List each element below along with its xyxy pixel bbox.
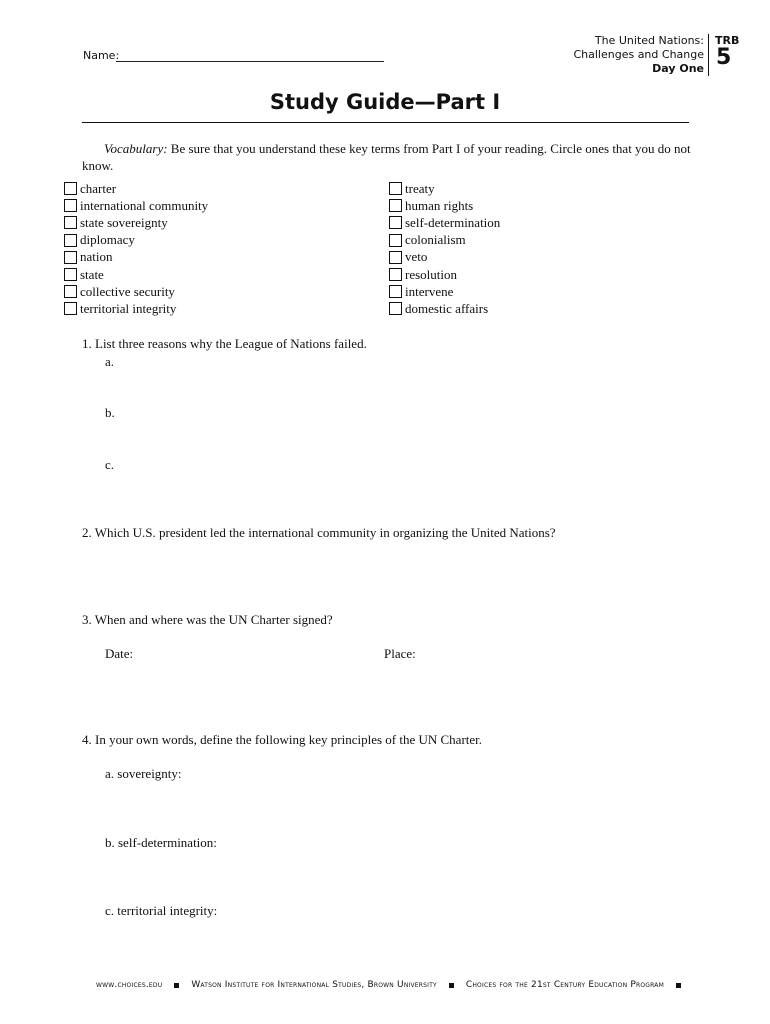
vocab-term: charter — [80, 180, 117, 196]
day-label: Day One — [652, 62, 704, 75]
question-4-b: b. self-determination: — [105, 835, 217, 850]
series-header — [573, 34, 704, 76]
checkbox[interactable] — [389, 251, 402, 264]
checkbox[interactable] — [389, 199, 402, 212]
question-4: 4. In your own words, define the following key principles of the UN Charter. — [82, 732, 483, 747]
footer-square-icon — [449, 983, 454, 988]
vocab-item — [64, 232, 208, 249]
question-1-c: c. — [105, 457, 115, 472]
checkbox[interactable] — [389, 268, 402, 281]
vocab-item — [64, 300, 208, 317]
checkbox[interactable] — [64, 285, 77, 298]
trb-label: TRB — [715, 34, 740, 47]
checkbox[interactable] — [389, 182, 402, 195]
footer-website: www.choices.edu — [96, 980, 163, 990]
question-4-c: c. territorial integrity: — [105, 903, 218, 918]
checkbox[interactable] — [389, 302, 402, 315]
footer-institute: Watson Institute for International Studies, Brown University — [191, 980, 437, 990]
question-3-date: Date: — [105, 646, 134, 661]
question-4-a: a. sovereignty: — [105, 766, 182, 781]
vocabulary-lead: Vocabulary: — [104, 141, 168, 156]
vocab-term: human rights — [405, 197, 474, 213]
checkbox[interactable] — [64, 199, 77, 212]
trb-number: 5 — [716, 45, 732, 70]
checkbox[interactable] — [389, 216, 402, 229]
checkbox[interactable] — [64, 182, 77, 195]
question-1-b: b. — [105, 405, 115, 420]
header-divider — [708, 34, 709, 76]
checkbox[interactable] — [64, 302, 77, 315]
vocab-term: state — [80, 266, 104, 282]
vocab-item — [64, 180, 208, 197]
vocab-item — [64, 214, 208, 231]
name-line[interactable] — [116, 61, 384, 62]
series-title-line1: The United Nations: — [594, 34, 704, 47]
checkbox[interactable] — [64, 216, 77, 229]
vocab-item — [389, 197, 500, 214]
vocab-item — [389, 300, 500, 317]
footer-square-icon — [676, 983, 681, 988]
vocabulary-instructions-text: Be sure that you understand these key terms from Part I of your reading. Circle ones that you do not know. — [82, 141, 691, 173]
vocab-term: state sovereignty — [80, 214, 168, 230]
title-rule — [82, 122, 689, 123]
vocab-item — [64, 249, 208, 266]
vocab-term: colonialism — [405, 232, 466, 248]
checkbox[interactable] — [64, 251, 77, 264]
vocab-term: nation — [80, 249, 113, 265]
vocab-term: collective security — [80, 283, 175, 299]
question-1: 1. List three reasons why the League of Nations failed. — [82, 336, 367, 351]
vocab-term: treaty — [405, 180, 435, 196]
footer — [96, 980, 693, 990]
vocab-item — [389, 249, 500, 266]
name-label: Name: — [83, 49, 120, 62]
checkbox[interactable] — [64, 234, 77, 247]
checkbox[interactable] — [389, 285, 402, 298]
vocab-term: domestic affairs — [405, 300, 489, 316]
footer-square-icon — [174, 983, 179, 988]
vocab-term: diplomacy — [80, 232, 135, 248]
vocab-list-right — [389, 180, 500, 318]
vocab-item — [389, 232, 500, 249]
vocab-term: self-determination — [405, 214, 501, 230]
vocab-item — [64, 283, 208, 300]
vocab-item — [389, 214, 500, 231]
checkbox[interactable] — [389, 234, 402, 247]
vocab-term: resolution — [405, 266, 457, 282]
series-title-line2: Challenges and Change — [573, 48, 704, 61]
checkbox[interactable] — [64, 268, 77, 281]
vocab-term: international community — [80, 197, 209, 213]
vocab-item — [64, 197, 208, 214]
question-3: 3. When and where was the UN Charter signed? — [82, 612, 333, 627]
vocab-item — [389, 266, 500, 283]
vocab-term: territorial integrity — [80, 300, 177, 316]
vocab-term: intervene — [405, 283, 454, 299]
page-title: Study Guide—Part I — [269, 90, 501, 114]
vocab-list-left — [64, 180, 208, 318]
vocab-item — [389, 283, 500, 300]
vocab-term: veto — [405, 249, 428, 265]
question-2: 2. Which U.S. president led the international community in organizing the United Nations? — [82, 525, 556, 540]
vocab-item — [64, 266, 208, 283]
question-1-a: a. — [105, 354, 115, 369]
footer-program: Choices for the 21st Century Education Program — [465, 980, 664, 990]
vocabulary-instructions — [82, 140, 692, 174]
vocab-item — [389, 180, 500, 197]
question-3-place: Place: — [384, 646, 416, 661]
